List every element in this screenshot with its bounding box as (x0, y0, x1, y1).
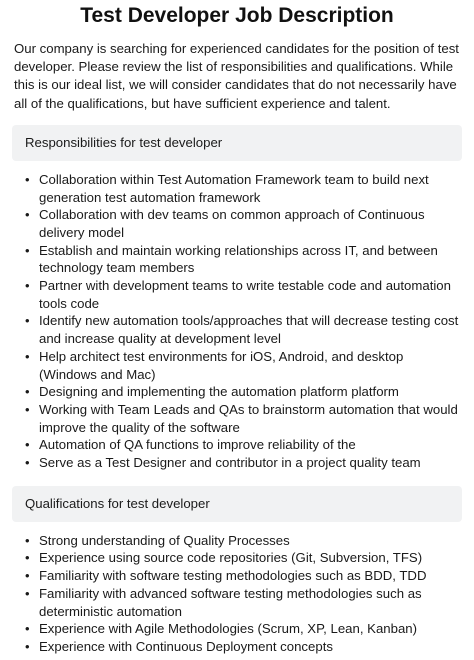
list-item-text: Collaboration within Test Automation Framework team to build next generation test automation framework (39, 171, 429, 205)
bullet-icon: • (25, 455, 30, 471)
bullet-icon: • (25, 384, 30, 400)
bullet-icon: • (25, 550, 30, 566)
list-item-text: Experience with Continuous Deployment concepts (39, 638, 333, 654)
list-item (12, 277, 462, 312)
list-item-text: Partner with development teams to write testable code and automation tools code (39, 278, 451, 311)
bullet-icon: • (25, 585, 30, 601)
bullet-icon: • (25, 313, 30, 329)
list-item (12, 620, 462, 638)
list-item (12, 206, 462, 241)
list-item-text: Collaboration with dev teams on common approach of Continuous delivery model (39, 207, 425, 240)
list-item (12, 348, 462, 383)
qualifications-list (12, 532, 462, 656)
responsibilities-list (12, 171, 462, 472)
bullet-icon: • (25, 568, 30, 584)
list-item-text: Familiarity with advanced software testing methodologies such as deterministic automation (39, 585, 422, 619)
bullet-icon: • (25, 621, 30, 637)
list-item (12, 567, 462, 585)
list-item (12, 436, 462, 454)
bullet-icon: • (25, 207, 30, 223)
intro-paragraph: Our company is searching for experienced candidates for the position of test developer. Please review the list of responsibilities and qualifications. While this is our ideal list, we will consider candidates that do not necessarily have all of the qualifications, but have sufficient experience and talent. (14, 41, 459, 111)
list-item (12, 171, 462, 206)
list-item (12, 532, 462, 550)
list-item (12, 638, 462, 656)
list-item (12, 401, 462, 436)
list-item-text: Experience with Agile Methodologies (Scrum, XP, Lean, Kanban) (39, 621, 418, 637)
list-item-text: Automation of QA functions to improve reliability of the (39, 437, 356, 453)
list-item (12, 585, 462, 620)
list-item-text: Designing and implementing the automation platform platform (39, 384, 399, 400)
list-item-text: Help architect test environments for iOS, Android, and desktop (Windows and Mac) (39, 348, 404, 382)
bullet-icon: • (25, 348, 30, 364)
list-item (12, 383, 462, 401)
list-item (12, 312, 462, 347)
bullet-icon: • (25, 278, 30, 294)
list-item-text: Strong understanding of Quality Processes (39, 532, 290, 548)
qualifications-header: Qualifications for test developer (12, 486, 462, 522)
list-item (12, 549, 462, 567)
bullet-icon: • (25, 242, 30, 258)
list-item-text: Familiarity with software testing methodologies such as BDD, TDD (39, 568, 427, 584)
list-item-text: Establish and maintain working relationships across IT, and between technology team members (39, 242, 438, 276)
list-item-text: Serve as a Test Designer and contributor in a project quality team (39, 455, 421, 471)
list-item (12, 454, 462, 472)
list-item-text: Experience using source code repositories (Git, Subversion, TFS) (39, 550, 423, 566)
page-title: Test Developer Job Description (80, 4, 394, 27)
list-item-text: Working with Team Leads and QAs to brainstorm automation that would improve the quality of the software (39, 401, 458, 435)
list-item (12, 242, 462, 277)
bullet-icon: • (25, 437, 30, 453)
bullet-icon: • (25, 171, 30, 187)
bullet-icon: • (25, 532, 30, 548)
responsibilities-header: Responsibilities for test developer (12, 125, 462, 161)
list-item-text: Identify new automation tools/approaches that will decrease testing cost and increase quality at development level (39, 313, 459, 347)
bullet-icon: • (25, 638, 30, 654)
bullet-icon: • (25, 401, 30, 417)
